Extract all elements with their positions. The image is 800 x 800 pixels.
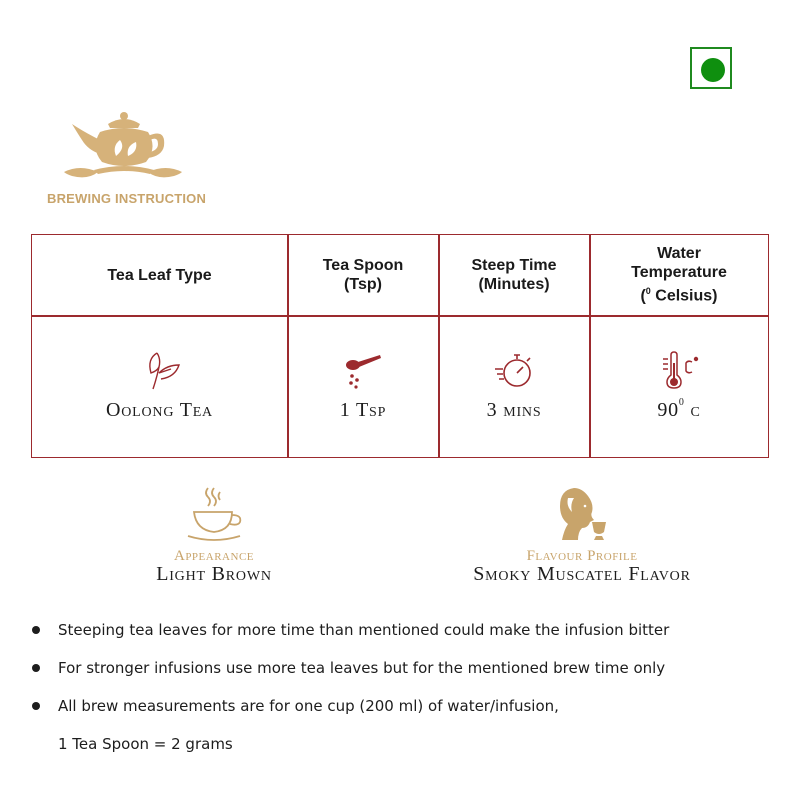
temp-number: 90 [657,398,679,421]
bullet-icon [32,626,40,634]
tea-spoon-value: 1 Tsp [339,398,387,421]
header-text: Temperature [631,264,727,282]
cell-steep-time [439,317,589,457]
header-text: (Minutes) [478,276,550,293]
tea-cup-icon [184,484,244,544]
cell-tea-leaf [32,317,287,457]
header-text: Steep Time [471,257,557,274]
list-item [32,692,772,730]
steep-time-value: 3 mins [486,398,542,421]
tea-leaf-value: Oolong Tea [106,398,213,421]
appearance-feature [114,484,314,586]
appearance-value: Light Brown [156,563,272,585]
header-paren: ( [640,287,646,305]
woman-sipping-icon [552,484,612,544]
header-tea-leaf-type [32,235,287,315]
spoon-icon [340,349,386,391]
header-text [631,282,727,305]
header-tea-spoon [288,235,438,315]
bullet-icon [32,664,40,672]
veg-symbol-icon [690,47,732,89]
degree-mark: 0 [678,396,685,408]
brewing-table [31,234,769,458]
flavour-label: Flavour Profile [526,548,638,564]
tea-leaf-icon [137,349,183,391]
note-text: For stronger infusions use more tea leaves but for the mentioned brew time only [58,659,666,677]
thermometer-icon [656,349,702,391]
brewing-instruction-title: BREWING INSTRUCTION [47,191,207,206]
header-text: Tea Leaf Type [107,266,212,284]
veg-dot [701,58,725,82]
brewing-notes [32,616,772,768]
header-water-temperature [590,235,768,315]
temp-unit: c [690,398,701,421]
cell-tea-spoon [288,317,438,457]
list-item [32,616,772,654]
header-unit: Celsius) [650,287,718,305]
note-text: All brew measurements are for one cup (200 ml) of water/infusion, [58,697,559,715]
header-text: Water [657,245,701,263]
header-text: Tea Spoon [322,257,404,274]
header-text: (Tsp) [344,276,382,293]
note-text: Steeping tea leaves for more time than mentioned could make the infusion bitter [58,621,670,639]
appearance-label: Appearance [173,548,254,564]
note-text: 1 Tea Spoon = 2 grams [58,735,233,753]
cell-water-temperature [590,317,768,457]
bullet-icon [32,702,40,710]
stopwatch-icon [491,349,537,391]
flavour-feature [452,484,712,586]
degree-mark: 0 [645,286,651,297]
water-temperature-value [657,396,701,422]
flavour-value: Smoky Muscatel Flavor [473,563,691,585]
header-steep-time [439,235,589,315]
list-item [32,730,772,768]
list-item [32,654,772,692]
teapot-logo-icon [58,110,188,188]
